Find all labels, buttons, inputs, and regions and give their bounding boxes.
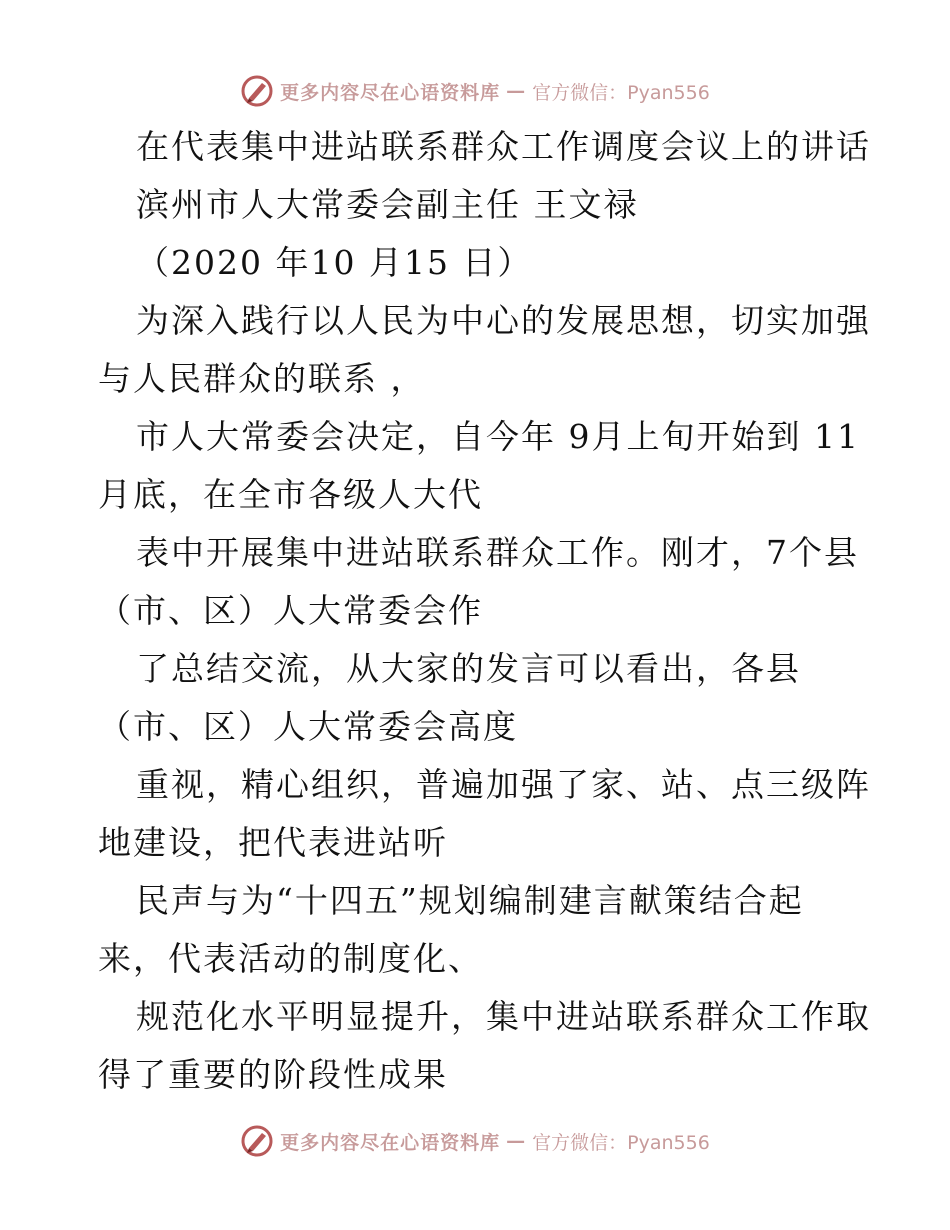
text-line: （市、区）人大常委会高度 xyxy=(98,707,518,746)
text-line: 为深入践行以人民为中心的发展思想，切实加强 xyxy=(136,301,871,340)
date-line: （2020 年10 月15 日） xyxy=(136,243,533,282)
text-line: 重视，精心组织，普遍加强了家、站、点三级阵 xyxy=(136,765,871,804)
pen-circle-icon xyxy=(240,74,274,108)
text-line: 与人民群众的联系 ， xyxy=(98,359,426,398)
text-line: 表中开展集中进站联系群众工作。刚才，7个县 xyxy=(136,533,859,572)
text-line: 规范化水平明显提升，集中进站联系群众工作取 xyxy=(136,997,871,1036)
text-line: 得了重要的阶段性成果 xyxy=(98,1055,448,1094)
watermark-wechat-text: 官方微信：Pyan556 xyxy=(532,81,710,104)
text-line: 了总结交流，从大家的发言可以看出，各县 xyxy=(136,649,801,688)
watermark-banner-top xyxy=(0,71,950,111)
text-line: 来，代表活动的制度化、 xyxy=(98,939,483,978)
watermark-dash: — xyxy=(506,80,527,102)
text-line: 市人大常委会决定，自今年 9月上旬开始到 11 xyxy=(136,417,860,456)
watermark-banner-bottom xyxy=(0,1121,950,1161)
pen-circle-icon xyxy=(240,1124,274,1158)
document-title: 在代表集中进站联系群众工作调度会议上的讲话 xyxy=(136,127,871,166)
document-body xyxy=(98,118,878,1104)
watermark-site-text: 更多内容尽在心语资料库 xyxy=(280,1131,501,1154)
watermark-site-text: 更多内容尽在心语资料库 xyxy=(280,81,501,104)
watermark-wechat-text: 官方微信：Pyan556 xyxy=(532,1131,710,1154)
watermark-dash: — xyxy=(506,1130,527,1152)
speaker-line: 滨州市人大常委会副主任 王文禄 xyxy=(136,185,639,224)
text-line: 地建设，把代表进站听 xyxy=(98,823,448,862)
text-line: 民声与为“十四五”规划编制建言献策结合起 xyxy=(136,881,804,920)
text-line: （市、区）人大常委会作 xyxy=(98,591,483,630)
text-line: 月底，在全市各级人大代 xyxy=(98,475,483,514)
